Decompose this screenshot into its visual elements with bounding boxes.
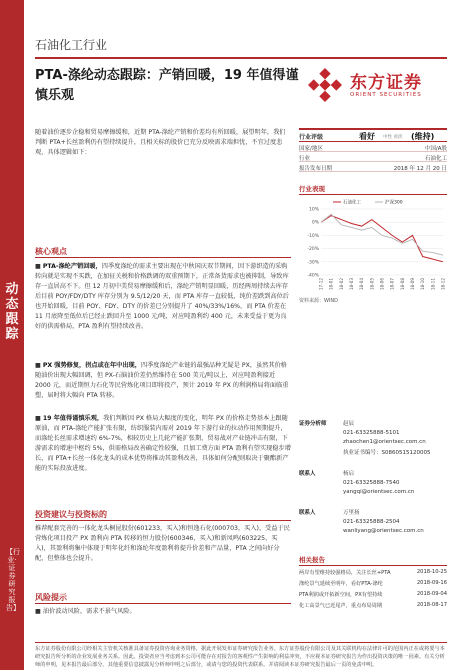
rating-value: 看好 bbox=[359, 132, 375, 141]
industry-header: 石油化工行业 bbox=[35, 38, 108, 52]
contact-name: 杨启 bbox=[343, 471, 355, 477]
rating-row-label: 报告发布日期 bbox=[299, 166, 333, 172]
x-tick-label: 18-01 bbox=[328, 278, 334, 291]
related-reports-title: 相关报告 bbox=[299, 556, 325, 564]
section-invest-heading: 投资建议与投资标的 bbox=[35, 510, 107, 519]
y-tick-label: 0% bbox=[311, 220, 319, 226]
rating-label: 行业评级 bbox=[299, 134, 324, 141]
x-tick-label: 17-12 bbox=[318, 278, 324, 291]
bullet-2-head: PX 强势修复，拐点或在年中出现， bbox=[42, 362, 141, 369]
rating-keep: (维持) bbox=[411, 132, 435, 141]
legend-label-1: 石油化工 bbox=[343, 200, 361, 206]
y-tick-label: -30% bbox=[307, 260, 319, 266]
analyst-name: 赵辰 bbox=[343, 421, 355, 427]
legend-label-2: 沪深300 bbox=[385, 200, 403, 206]
related-report-item[interactable] bbox=[299, 602, 447, 610]
sidebar-subtitle: 【行业·证券研究报告】 bbox=[6, 548, 20, 612]
bullet-2: ■ PX 强势修复，拐点或在年中出现，四季度涤纶产业链的最强品种无疑是 PX，虽然其价格随油价出现大幅回调，但 PX-石脑油价差仍然维持在 500 美元/吨以上，对应吨盈利接近 2000 元，而近期恒力石化等民营炼化项目即将投产，预计 2019 年 PX 的利润格局将面临重塑，届时将大幅向 PTA 转移。 bbox=[35, 362, 289, 399]
y-tick-label: -10% bbox=[307, 233, 319, 239]
disclaimer-footer: 东方证券股份有限公司经相关主管机关核准具备证券投资咨询业务资格，据此开展发布证券研究报告业务。东方证券股份有限公司及其关联机构在法律许可的范围内正在或将要与本研究报告所分析的企业发展业务关系。因此，投资者应当考虑到本公司可能存在对报告的客观性产生影响的利益冲突，不应视本证券研究报告为作出投资决策的唯一因素。有关分析师的申明，见本报告最后部分。其他重要信息披露见分析师申明之后部分，或请与您的投资代表联系。并请阅读本证券研究报告最后一页的免责申明。 bbox=[35, 642, 447, 669]
x-tick-label: 18-07 bbox=[389, 278, 395, 291]
x-tick-label: 18-10 bbox=[420, 278, 426, 291]
y-tick-label: -40% bbox=[307, 273, 319, 279]
rating-prev-2: 看淡 bbox=[393, 135, 403, 140]
bullet-1: ■ PTA-涤纶产销回暖，四季度涤纶的需求主要出现在中秋国庆双节期间，因下游织造的采购转向就是实现不买跌，在加征关税和价格跌调的双重预期下，正常备货需求也被抑制，导致库存一直居高不下。但 12 月初中美贸易摩擦缓和后，涤纶产销明显回暖，历经两周持续去库存后目前 POY/FDY/DTY 库存分别为 9.5/12/20 天，而 PTA 库存一直较低，纯价差跌到高位后也开始回暖，目前 POY、FDY、DTY 的价差已分别提升了 40%/33%/16%，而 PTA 价差在 11 月底降至低位后已经止跌回升至 1000 元/吨，对应吨盈利约 400 元，未来受益于更为良好的供需格局，PTA 盈利有望持续改善。 bbox=[35, 263, 289, 330]
rating-row-label: 行业 bbox=[299, 156, 311, 162]
logo-name-en: ORIENT SECURITIES bbox=[350, 92, 422, 98]
bullet-3-body: 我们判断因 PX 格局大幅度的变化，明年 PX 的价格走势基本上跟随原油，而 PTA-涤纶产能扩张有限，纺织服装内需对 2019 年下游行业的拉动作用预期提升，而涤纶长丝需求增速约 6%-7%，相较历史上几轮产能扩张期，贸易战对产业链冲击有限，下游需求的增速中枢约 5%，供需格局改善确定性较强，且加工费方面 PTA 盈利有望实现稳步增长，而 PTA+长丝一体化龙头的成本优势将推动其盈利改善，具体如何分配则取决于聚酯新产能的实际投放进度。 bbox=[35, 415, 291, 472]
rating-prev bbox=[383, 134, 402, 140]
related-report-title: 化工高景气已近尾声，重点布局周期 bbox=[299, 603, 383, 609]
x-tick-label: 18-02 bbox=[338, 278, 344, 291]
rating-row-value: 石油化工 bbox=[424, 156, 447, 162]
contact-name: 万里扬 bbox=[343, 510, 360, 516]
rating-row-value: 2018 年 12 月 20 日 bbox=[393, 166, 447, 172]
lead-paragraph: 随着油价逐步企稳和贸易摩擦缓和，近期 PTA-涤纶产销和价差均有所回暖，展望明年，我们判断 PTA+长丝盈利仍有望持续提升，且相关标的股价已充分反映需求端担忧，不宜过度悲观，具体逻辑如下： bbox=[35, 129, 286, 156]
performance-divider bbox=[299, 194, 447, 195]
bullet-3: ■ 19 年值得谨慎乐观，我们判断因 PX 格局大幅度的变化，明年 PX 的价格走势基本上跟随原油，而 PTA-涤纶产能扩张有限，纺织服装内需对 2019 年下游行业的拉动作用预期提升，而涤纶长丝需求增速约 6%-7%，相较历史上几轮产能扩张期，贸易战对产业链冲击有限，下游需求的增速中枢约 5%，供需格局改善确定性较强，且加工费方面 PTA 盈利有望实现稳步增长，而 PTA+长丝一体化龙头的成本优势将推动其盈利改善，具体如何分配则取决于聚酯新产能的实际投放进度。 bbox=[35, 415, 291, 472]
risk-text: ■ 油价波动风险，需求不景气风险。 bbox=[35, 608, 136, 615]
related-report-date: 2018-10-25 bbox=[416, 569, 447, 575]
y-tick-label: -20% bbox=[307, 247, 319, 253]
related-report-date: 2018-09-16 bbox=[416, 580, 447, 586]
x-tick-label: 18-09 bbox=[410, 278, 415, 291]
contact-email: yangqi@orientsec.com.cn bbox=[343, 489, 415, 495]
header-divider bbox=[35, 57, 447, 59]
rating-row-value: 中国/A股 bbox=[424, 146, 447, 152]
bullet-3-head: 19 年值得谨慎乐观， bbox=[42, 415, 104, 422]
rating-box bbox=[299, 128, 447, 172]
related-report-item[interactable] bbox=[299, 569, 447, 577]
contact-email: wanliyang@orientsec.com.cn bbox=[343, 528, 424, 534]
invest-text: 推荐配套完善的一体化龙头桐昆股份(601233，买入)和恒逸石化(000703，买入)，受益于民营炼化项目投产 PX 盈利向 PTA 转移的恒力股份(600346，买入)和新凤鸣(603225，买入)，其盈利将集中体现于明年化纤和涤纶年度盈利将提升价差和产品量，PTA 之间向好分配，但整体也会提升。 bbox=[35, 525, 290, 562]
section-core-heading: 核心观点 bbox=[35, 247, 67, 256]
sidebar bbox=[0, 0, 24, 670]
x-tick-label: 18-06 bbox=[379, 278, 385, 291]
related-report-item[interactable] bbox=[299, 591, 447, 599]
x-tick-label: 18-03 bbox=[349, 278, 354, 291]
rating-prev-1: 中性 bbox=[383, 135, 392, 140]
x-tick-label: 18-04 bbox=[359, 278, 365, 291]
x-tick-label: 18-11 bbox=[430, 278, 436, 291]
analyst-phone: 021-63325888-5101 bbox=[343, 430, 400, 436]
rating-row bbox=[299, 162, 447, 172]
rating-row bbox=[299, 142, 447, 152]
section-risk-heading: 风险提示 bbox=[35, 593, 67, 602]
related-report-title: PTA利润或开拓新空间，PX有望持续 bbox=[299, 592, 383, 598]
series-line-2 bbox=[321, 214, 443, 255]
chart-source: 资料来源：WIND bbox=[299, 298, 339, 304]
section-core-divider bbox=[35, 257, 291, 258]
contact-role: 联系人 bbox=[299, 471, 316, 477]
analyst-role: 证券分析师 bbox=[299, 421, 327, 427]
risk-text-body: 油价波动风险，需求不景气风险。 bbox=[42, 608, 136, 615]
section-invest-divider bbox=[35, 520, 291, 521]
related-reports-divider bbox=[299, 565, 447, 566]
related-report-item[interactable] bbox=[299, 580, 447, 588]
analyst-email: zhaochen1@orientsec.com.cn bbox=[343, 439, 426, 445]
section-risk-divider bbox=[35, 603, 291, 604]
performance-chart bbox=[299, 197, 447, 294]
report-title: PTA-涤纶动态跟踪：产销回暖，19 年值得谨慎乐观 bbox=[35, 68, 299, 103]
related-report-title: 两岸有望维持较强格局，关注长丝+PTA bbox=[299, 570, 391, 576]
bullet-1-body: 四季度涤纶的需求主要出现在中秋国庆双节期间，因下游织造的采购转向就是实现不买跌，在加征关税和价格跌调的双重预期下，正常备货需求也被抑制，导致库存一直居高不下。但 12 月初中美贸易摩擦缓和后，涤纶产销明显回暖，历经两周持续去库存后目前 POY/FDY/DTY 库存分别为 9.5/12/20 天，而 PTA 库存一直较低，纯价差跌到高位后也开始回暖，目前 POY、FDY、DTY 的价差已分别提升了 40%/33%/16%，而 PTA 价差在 11 月底降至低位后已经止跌回升至 1000 元/吨，对应吨盈利约 400 元，未来受益于更为良好的供需格局，PTA 盈利有望持续改善。 bbox=[35, 263, 289, 330]
x-tick-label: 18-08 bbox=[399, 278, 405, 291]
bullet-1-head: PTA-涤纶产销回暖， bbox=[42, 263, 102, 270]
analyst-license: 执业证书编号：S0860515120005 bbox=[343, 450, 431, 456]
contact-phone: 021-63325888-2504 bbox=[343, 519, 400, 525]
rating-row-label: 国家/地区 bbox=[299, 146, 323, 152]
related-report-date: 2018-08-17 bbox=[416, 602, 447, 608]
bullet-2-body: 四季度涤纶产业链的最强品种无疑是 PX，虽然其价格随油价出现大幅回调，但 PX-石脑油价差仍然维持在 500 美元/吨以上，对应吨盈利接近 2000 元，而近期恒力石化等民营炼化项目即将投产，预计 2019 年 PX 的利润格局将面临重塑，届时将大幅向 PTA 转移。 bbox=[35, 362, 289, 399]
y-tick-label: 10% bbox=[308, 207, 319, 213]
x-tick-label: 18-05 bbox=[369, 278, 375, 291]
logo-name-cn: 东方证券 bbox=[350, 73, 422, 93]
x-tick-label: 18-12 bbox=[440, 278, 446, 291]
rating-top-row bbox=[299, 128, 447, 142]
rating-row bbox=[299, 152, 447, 162]
contact-phone: 021-63325888-7540 bbox=[343, 480, 400, 486]
contact-role: 联系人 bbox=[299, 510, 316, 516]
related-report-title: 涤纶景气延续至明年，看好PTA-涤纶 bbox=[299, 581, 383, 587]
sidebar-title: 动态跟踪 bbox=[5, 282, 19, 342]
performance-title: 行业表现 bbox=[299, 185, 325, 193]
related-report-date: 2018-09-04 bbox=[416, 591, 447, 597]
